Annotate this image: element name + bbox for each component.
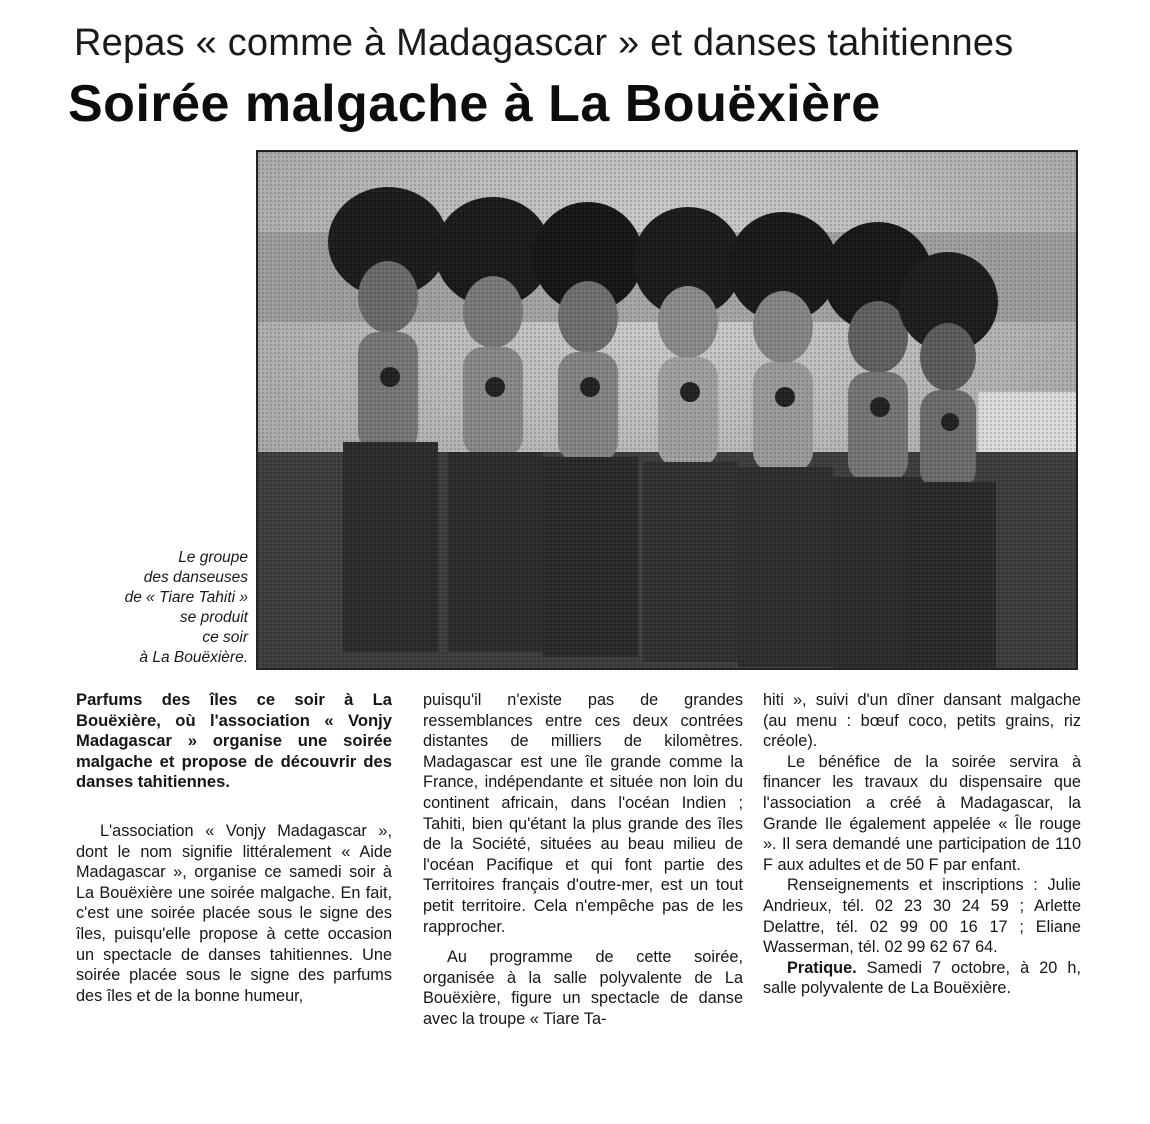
caption-line: de « Tiare Tahiti » [124, 589, 248, 606]
practical-label: Pratique. [787, 958, 857, 977]
photo-caption [96, 548, 248, 668]
article-headline: Soirée malgache à La Bouëxière [68, 75, 881, 133]
article-photo [256, 150, 1078, 670]
photo-dancers [258, 152, 1076, 668]
caption-line: à La Bouëxière. [139, 649, 248, 666]
caption-line: ce soir [202, 629, 248, 646]
article-lead: Parfums des îles ce soir à La Bouëxière, où l'association « Vonjy Madagascar » organise une soirée malgache et propose de découvrir des danses tahitiennes. [76, 690, 392, 792]
practical-text: Samedi 7 octobre, à 20 h, salle polyvalente de La Bouëxière. [763, 958, 1081, 998]
article-paragraph: Le bénéfice de la soirée servira à financer les travaux du dispensaire que l'association a créé à Madagascar, la Grande Ile également appelée « Île rouge ». Il sera demandé une participation de 110 F aux adultes et de 50 F par enfant. [763, 752, 1081, 874]
article-column-1 [76, 690, 392, 1006]
article-paragraph: Au programme de cette soirée, organisée à la salle polyvalente de La Bouëxière, figure un spectacle de danse avec la troupe « Tiare Ta- [423, 948, 743, 1028]
article-paragraph: puisqu'il n'existe pas de grandes ressemblances entre ces deux contrées distantes de milliers de kilomètres. Madagascar est une île grande comme la France, indépendante et située non loin du continent africain, dans l'océan Indien ; Tahiti, bien qu'étant la plus grande des îles de la Société, situées au beau milieu de l'océan Pacifique et qui font partie des Territoires français d'outre-mer, est un tout petit territoire. Cela n'empêche pas de les rapprocher. [423, 691, 743, 936]
caption-line: se produit [179, 609, 248, 626]
article-paragraph: hiti », suivi d'un dîner dansant malgache (au menu : bœuf coco, petits grains, riz créole). [763, 691, 1081, 751]
article-column-3 [763, 690, 1081, 999]
article-paragraph: L'association « Vonjy Madagascar », dont le nom signifie littéralement « Aide Madagascar », organise ce samedi soir à La Bouëxière une soirée malgache. En fait, c'est une soirée placée sous le signe des îles, puisqu'elle propose à cette occasion un spectacle de danses tahitiennes. Une soirée placée sous le signe des parfums des îles et de la bonne humeur, [76, 821, 392, 1005]
article-column-2 [423, 690, 743, 1030]
caption-line: Le groupe [178, 549, 248, 566]
article-kicker: Repas « comme à Madagascar » et danses tahitiennes [74, 22, 1014, 64]
caption-line: des danseuses [143, 569, 248, 586]
article-paragraph: Renseignements et inscriptions : Julie Andrieux, tél. 02 23 30 24 59 ; Arlette Delattre, tél. 02 99 00 16 17 ; Eliane Wasserman, tél. 02 99 62 67 64. [763, 876, 1081, 957]
practical-info [763, 958, 1081, 999]
